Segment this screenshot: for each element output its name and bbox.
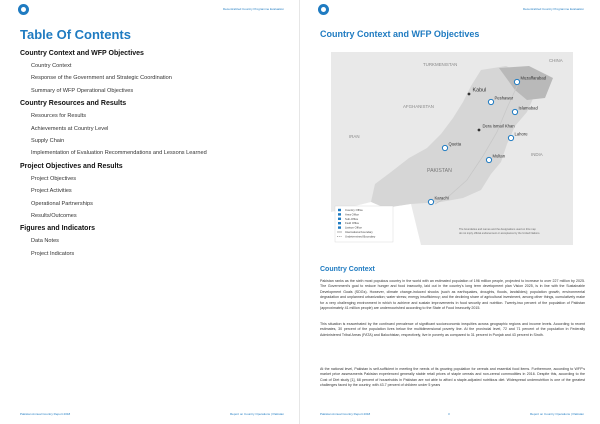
legend-label: Field Office [345,221,360,226]
legend-label: Liaison Office [345,225,362,230]
footer-left: Pakistan Annual Country Report 2018 [20,412,71,416]
toc-item[interactable]: Operational Partnerships [31,200,93,207]
footer-left: Pakistan Annual Country Report 2018 [320,412,371,416]
toc-title: Table Of Contents [20,27,131,42]
map-disclaimer-line-1: The boundaries and names and the designations used on this map [459,228,536,231]
toc-section-heading[interactable]: Country Resources and Results [20,100,127,108]
legend-label: Undetermined Boundary [345,234,376,239]
page-number: 3 [448,412,450,416]
office-marker-icon [512,109,517,114]
toc-item[interactable]: Supply Chain [31,137,65,144]
toc-section-heading[interactable]: Figures and Indicators [20,225,96,233]
country-label: PAKISTAN [427,168,452,174]
toc-item[interactable]: Achievements at Country Level [31,125,109,132]
office-marker-icon [486,157,491,162]
page-title: Country Context and WFP Objectives [320,29,480,39]
office-marker-icon [488,99,493,104]
toc-item[interactable]: Implementation of Evaluation Recommendations and Lessons Learned [31,150,207,157]
city-label: Multan [492,153,506,159]
country-label: IRAN [349,134,360,139]
city-label: Lahore [514,131,528,137]
capital-marker-icon [478,129,481,132]
office-marker-icon [442,145,447,150]
toc-section-heading[interactable]: Country Context and WFP Objectives [20,50,144,57]
wfp-logo-icon [318,4,329,15]
country-label: TURKMENISTAN [423,62,458,67]
toc-item[interactable]: Resources for Results [31,113,87,120]
toc-item[interactable]: Project Indicators [31,250,75,257]
body-paragraph: This situation is exacerbated by the continued prevalence of significant socioeconomic inequities across geographic regions and income levels. According to recent estimates, 30 percent of the population lives below the multidimensional poverty line. At the provincial level, 72 and 71 percent of the population in Federally Administered Tribal Areas (FATA) and Balochistan, respectively, live in poverty as compared to 31 percent in Punjab and 43 percent in Sindh. [320,322,585,337]
city-label: Quetta [448,141,462,147]
toc-item[interactable]: Country Context [31,63,72,69]
city-label: Peshawar [494,95,514,101]
map-disclaimer-line-2: do not imply official endorsement or acceptance by the United Nations. [459,232,541,235]
city-label: Dera Ismail Khan [482,123,515,129]
city-label: Islamabad [518,105,538,111]
toc-item[interactable]: Project Objectives [31,175,77,182]
table-of-contents [20,47,285,260]
city-label: Karachi [434,195,449,201]
legend-swatch-icon [338,218,341,220]
running-header: Decentralized Country Programme Evaluation [522,7,584,11]
body-paragraph: Pakistan ranks as the sixth most populous country in the world with an estimated population of 196 million people, projected to increase to over 227 million by 2025. The Government's goal to reduce hunger and food insecurity, laid out in the country's long term development plan Vision 2025, is in line with the Sustainable Development Goals (SDGs). However, climate change-induced shocks (such as earthquakes, droughts, floods, landslides); population growth, environmental degradation and unplanned urbanization; water stress; energy insufficiency; and the declining share of agricultural investment, among other things, cumulatively make for a very challenging environment in which to achieve and sustain improvements in food security and nutrition. Twenty-two percent of the population of Pakistan (approximately 41 million people) are undernourished according to the State of Food Insecurity 2015. [320,279,585,311]
legend-label: Sub-Office [345,216,359,221]
legend-label: International boundary [345,230,373,234]
toc-item[interactable]: Summary of WFP Operational Objectives [31,87,134,94]
toc-item[interactable]: Data Notes [31,238,59,245]
office-marker-icon [428,199,433,204]
toc-section-heading[interactable]: Project Objectives and Results [20,162,123,170]
capital-marker-icon [468,93,471,96]
country-label: CHINA [549,58,563,63]
pakistan-operations-map [331,52,573,245]
office-marker-icon [508,135,513,140]
city-label: Muzaffarabad [520,75,547,81]
toc-item[interactable]: Results/Outcomes [31,212,77,219]
legend-label: Country Office [345,208,363,212]
section-heading-country-context: Country Context [320,266,375,273]
legend-swatch-icon [338,226,341,228]
office-marker-icon [514,79,519,84]
wfp-logo-icon [18,4,29,15]
toc-item[interactable]: Project Activities [31,188,72,195]
legend-label: Area Office [345,212,359,217]
toc-item[interactable]: Response of the Government and Strategic Coordination [31,75,172,82]
map-legend [335,206,393,242]
footer-right: Report on Country Operations | Pakistan [230,412,284,416]
legend-swatch-icon [338,209,341,211]
country-label: INDIA [531,152,543,157]
running-header: Decentralized Country Programme Evaluation [222,7,284,11]
footer-right: Report on Country Operations | Pakistan [530,412,584,416]
body-paragraph: At the national level, Pakistan is self-sufficient in meeting the needs of its growing population for cereals and essential food items. Furthermore, according to WFP's market price assessments Pakistan experienced generally stable retail prices of staple cereals and non-cereal commodities in 2016. Despite this, according to the Cost of Diet study [1], 68 percent of households in Pakistan are not able to afford a staple-adjusted nutritious diet. Widespread undernutrition is one of the greatest challenges faced by the country, with 43.7 percent of children under 5 years [320,367,585,388]
legend-swatch-icon [338,213,341,215]
legend-swatch-icon [338,222,341,224]
city-label: Kabul [472,87,487,94]
country-label: AFGHANISTAN [403,104,434,109]
